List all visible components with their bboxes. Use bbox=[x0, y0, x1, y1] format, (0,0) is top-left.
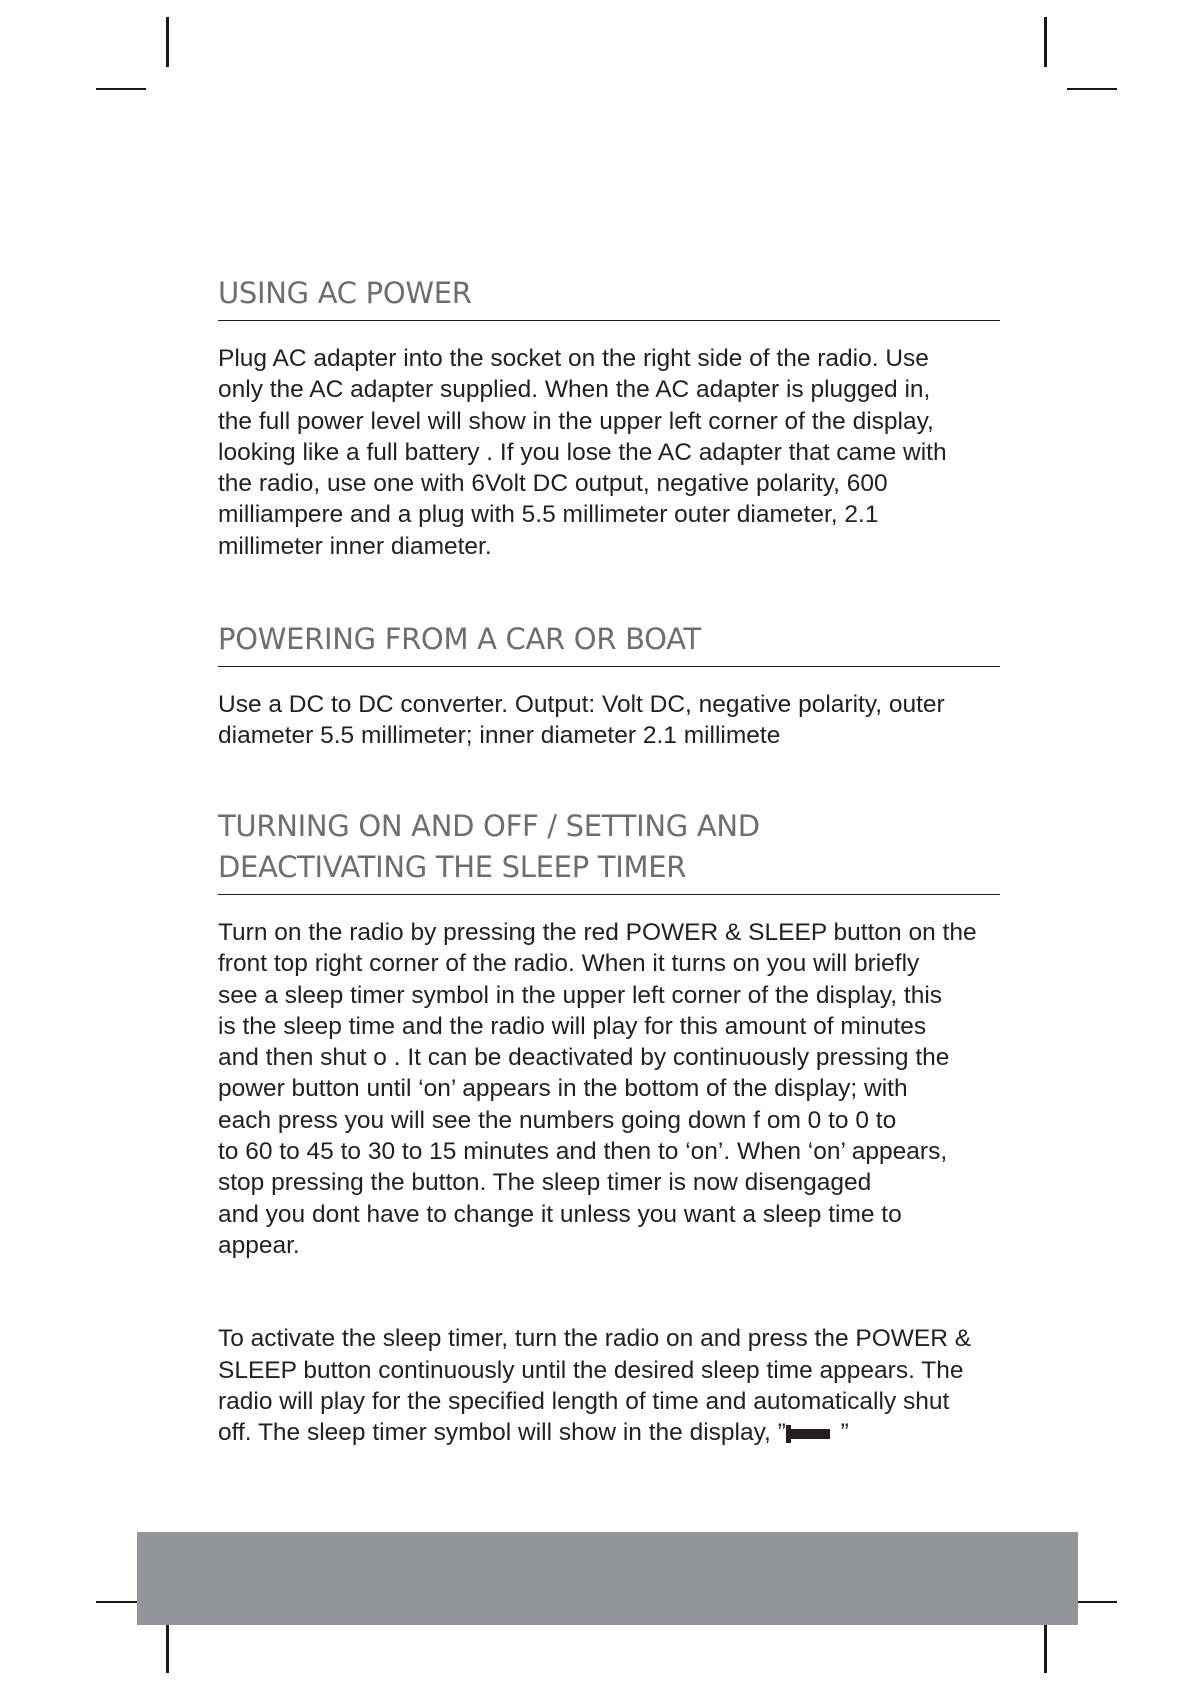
crop-mark-bottom-right-vertical bbox=[1044, 1623, 1047, 1673]
body-line: only the AC adapter supplied. When the AC adapter is plugged in, bbox=[218, 376, 931, 404]
section-heading bbox=[218, 806, 1000, 895]
body-line: radio will play for the specified length of time and automatically shut bbox=[218, 1387, 950, 1415]
crop-mark-top-left-vertical bbox=[166, 17, 169, 67]
body-line: To activate the sleep timer, turn the radio on and press the POWER & bbox=[218, 1325, 972, 1353]
heading-line: DEACTIVATING THE SLEEP TIMER bbox=[218, 850, 687, 884]
body-line: appear. bbox=[218, 1231, 300, 1259]
body-text: off. The sleep timer symbol will show in the display, ” bbox=[218, 1419, 786, 1447]
sleep-timer-icon bbox=[786, 1425, 834, 1443]
section-body-activate bbox=[218, 1323, 1000, 1448]
body-line: power button until ‘on’ appears in the bottom of the display; with bbox=[218, 1075, 908, 1103]
body-line: stop pressing the button. The sleep timer is now disengaged bbox=[218, 1169, 872, 1197]
body-line: millimeter inner diameter. bbox=[218, 532, 492, 560]
section-using-ac-power bbox=[218, 273, 1000, 562]
body-line: diameter 5.5 millimeter; inner diameter 2.1 millimete bbox=[218, 722, 781, 750]
section-body bbox=[218, 917, 1000, 1261]
section-heading: USING AC POWER bbox=[218, 273, 1000, 321]
body-line: Plug AC adapter into the socket on the right side of the radio. Use bbox=[218, 345, 929, 372]
body-line: SLEEP button continuously until the desired sleep time appears. The bbox=[218, 1356, 964, 1384]
body-line: see a sleep timer symbol in the upper left corner of the display, this bbox=[218, 981, 943, 1009]
section-body bbox=[218, 689, 1000, 752]
section-sleep-timer bbox=[218, 806, 1000, 1448]
body-line: looking like a full battery . If you lose the AC adapter that came with bbox=[218, 438, 947, 466]
section-powering-from-car-or-boat bbox=[218, 619, 1000, 752]
body-line: Use a DC to DC converter. Output: Volt DC, negative polarity, outer bbox=[218, 691, 945, 718]
body-line: to 60 to 45 to 30 to 15 minutes and then to ‘on’. When ‘on’ appears, bbox=[218, 1138, 948, 1166]
body-line: and then shut o . It can be deactivated by continuously pressing the bbox=[218, 1044, 950, 1072]
body-line: each press you will see the numbers going down f om 0 to 0 to bbox=[218, 1106, 897, 1134]
body-line: is the sleep time and the radio will play for this amount of minutes bbox=[218, 1012, 927, 1040]
crop-mark-top-right-vertical bbox=[1044, 17, 1047, 67]
crop-mark-top-right-horizontal bbox=[1067, 88, 1117, 90]
body-line: and you dont have to change it unless you want a sleep time to bbox=[218, 1200, 902, 1228]
body-line: the full power level will show in the upper left corner of the display, bbox=[218, 407, 934, 435]
body-line: Turn on the radio by pressing the red POWER & SLEEP button on the bbox=[218, 919, 977, 946]
body-line: milliampere and a plug with 5.5 millimeter outer diameter, 2.1 bbox=[218, 501, 879, 529]
body-line-with-icon bbox=[218, 1417, 1000, 1448]
body-line: the radio, use one with 6Volt DC output, negative polarity, 600 bbox=[218, 470, 888, 498]
heading-line: TURNING ON AND OFF / SETTING AND bbox=[218, 809, 760, 843]
body-line: front top right corner of the radio. When it turns on you will briefly bbox=[218, 950, 920, 978]
body-text: ” bbox=[833, 1419, 849, 1447]
footer-band bbox=[137, 1532, 1078, 1625]
crop-mark-top-left-horizontal bbox=[96, 88, 146, 90]
section-body bbox=[218, 343, 1000, 562]
crop-mark-bottom-left-vertical bbox=[166, 1623, 169, 1673]
section-heading: POWERING FROM A CAR OR BOAT bbox=[218, 619, 1000, 667]
